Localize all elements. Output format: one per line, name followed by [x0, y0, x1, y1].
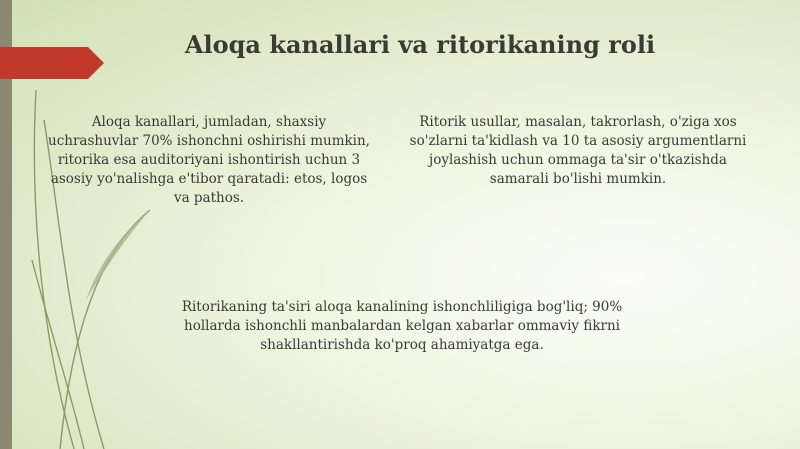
left-paragraph: Aloqa kanallari, jumladan, shaxsiy uchrashuvlar 70% ishonchni oshirishi mumkin, ritorika esa auditoriyani ishontirish uchun 3 asosiy yo'nalishga e'tibor qaratadi: etos, logos va pathos.	[48, 114, 370, 206]
right-paragraph: Ritorik usullar, masalan, takrorlash, o'ziga xos so'zlarni ta'kidlash va 10 ta asosiy argumentlarni joylashish uchun ommaga ta'sir o'tkazishda samarali bo'lishi mumkin.	[409, 114, 747, 187]
bottom-paragraph: Ritorikaning ta'siri aloqa kanalining ishonchliligiga bog'liq; 90% hollarda ishonchli manbalardan kelgan xabarlar ommaviy fikrni shakllantirishda ko'proq ahamiyatga ega.	[181, 299, 623, 353]
slide-title: Aloqa kanallari va ritorikaning roli	[184, 30, 656, 59]
title-arrow-shape	[0, 47, 104, 79]
